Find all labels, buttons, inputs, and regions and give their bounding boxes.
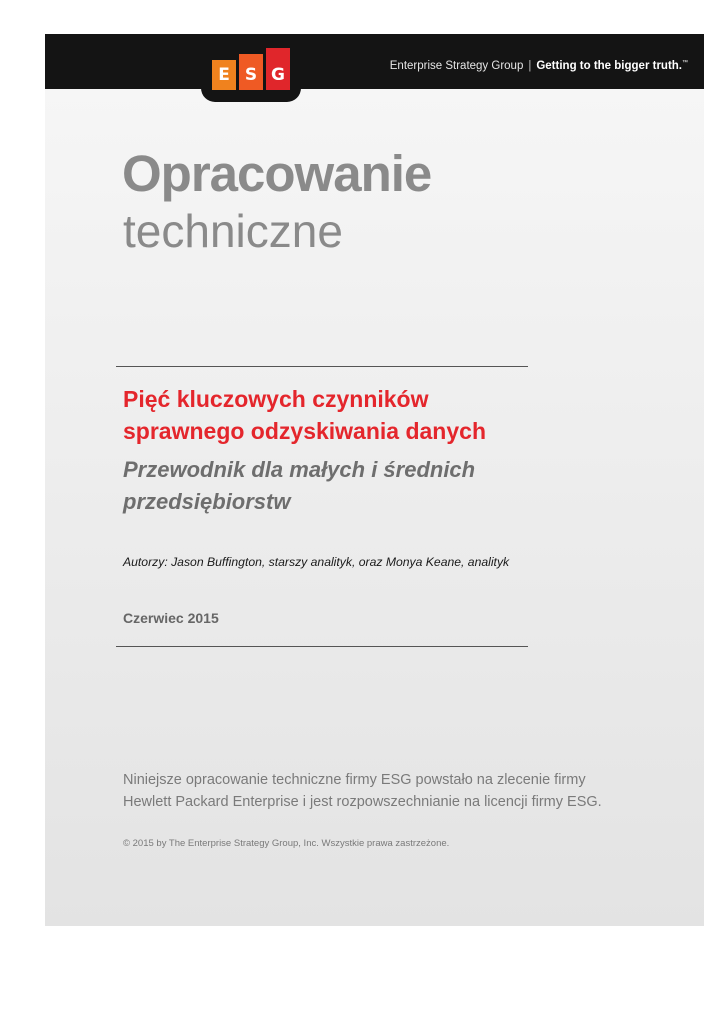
authors-line: Autorzy: Jason Buffington, starszy analityk, oraz Monya Keane, analityk: [123, 555, 510, 569]
divider-top: [116, 366, 528, 367]
copyright-notice: © 2015 by The Enterprise Strategy Group, Inc. Wszystkie prawa zastrzeżone.: [123, 838, 450, 849]
header-bar: [45, 34, 704, 89]
headline-line-2: sprawnego odzyskiwania danych: [123, 418, 486, 444]
notice-line-2: Hewlett Packard Enterprise i jest rozpowszechnianie na licencji firmy ESG.: [123, 794, 602, 810]
logo-letter-e: E: [218, 65, 230, 85]
logo-letter-s: S: [244, 65, 258, 85]
logo-block-g: [266, 48, 290, 90]
notice-line-1: Niniejsze opracowanie techniczne firmy ESG powstało na zlecenie firmy: [123, 772, 586, 788]
company-slogan: Getting to the bigger truth.: [536, 60, 682, 72]
commission-notice: [123, 769, 683, 813]
document-type-subtitle: techniczne: [123, 205, 343, 257]
trademark-symbol: ™: [682, 60, 688, 67]
subheadline-line-2: przedsiębiorstw: [123, 489, 291, 514]
divider-bottom: [116, 646, 528, 647]
logo-letter-g: G: [271, 65, 285, 85]
document-cover-page: [45, 34, 704, 926]
report-headline: [123, 383, 563, 447]
company-name: Enterprise Strategy Group: [389, 60, 524, 72]
headline-line-1: Pięć kluczowych czynników: [123, 386, 429, 412]
document-type-title: Opracowanie: [122, 145, 432, 202]
report-subheadline: [123, 454, 563, 518]
logo-block-s: [239, 54, 263, 90]
publication-date: Czerwiec 2015: [123, 610, 219, 626]
esg-logo: [212, 46, 290, 90]
subheadline-line-1: Przewodnik dla małych i średnich: [123, 457, 476, 482]
logo-block-e: [212, 60, 236, 90]
tagline-separator: |: [528, 60, 532, 72]
header-tagline: [390, 60, 688, 72]
